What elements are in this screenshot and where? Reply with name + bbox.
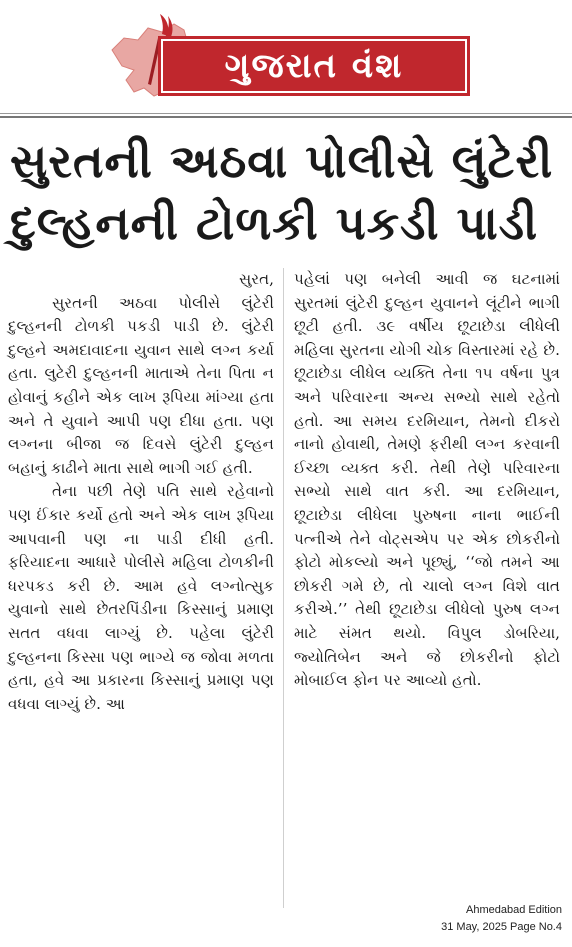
paragraph: સુરતની અઠવા પોલીસે લુંટેરી દુલ્હનની ટોળકી પકડી પાડી છે. લુંટેરી દુલ્હને અમદાવાદના યુવાન સાથે લગ્ન કર્યા હતા. લુટેરી દુલ્હનની માતાએ તેના પિતા ન હોવાનું કહીને એક લાખ રૂપિયા માંગ્યા હતા અને તે યુવાને આપી પણ દીધા હતા. પણ લગ્નના બીજા જ દિવસે લુંટેરી દુલ્હન બહાનું કાઢીને માતા સાથે ભાગી ગઈ હતી. xyxy=(8,293,274,477)
masthead-rule-bottom xyxy=(0,116,572,118)
date-page-label: 31 May, 2025 Page No.4 xyxy=(441,921,562,933)
headline: સુરતની અઠવા પોલીસે લુંટેરી દુલ્હનની ટોળકી પકડી પાડી xyxy=(10,134,554,250)
dateline: સુરત, xyxy=(238,270,274,288)
edition-label: Ahmedabad Edition xyxy=(465,904,562,916)
masthead xyxy=(0,0,572,112)
paragraph: તેના પછી તેણે પતિ સાથે રહેવાનો પણ ઈંકાર કર્યો હતો અને એક લાખ રૂપિયા આપવાની પણ ના પાડી દીધી હતી. ફરિયાદના આધારે પોલીસે મહિલા ટોળકીની ધરપકડ કરી છે. આમ હવે લગ્નોત્સુક યુવાનો સાથે છેતરપિંડીના કિસ્સાનું પ્રમાણ સતત વધવા લાગ્યું છે. પહેલા લુંટેરી દુલ્હનના કિસ્સા પણ ભાગ્યે જ જોવા મળતા હતા, હવે આ પ્રકારના કિસ્સાનું પ્રમાણ પણ વધવા લાગ્યું છે. આ xyxy=(8,482,274,713)
paragraph: પહેલાં પણ બનેલી આવી જ ઘટનામાં સુરતમાં લુંટેરી દુલ્હન યુવાનને લૂંટીને ભાગી છૂટી હતી. ૩૯ વર્ષીય છૂટાછેડા લીધેલી મહિલા સુરતના યોગી ચોક વિસ્તારમાં રહે છે. છૂટાછેડા લીધેલ વ્યક્તિ તેના ૧૫ વર્ષના પુત્ર અને પરિવારના અન્ય સભ્યો સાથે રહેતો હતો. આ સમય દરમિયાન, તેમનો દીકરો નાનો હોવાથી, તેમણે ફરીથી લગ્ન કરવાની ઈચ્છા વ્યક્ત કરી. તેથી તેણે પરિવારના સભ્યો સાથે વાત કરી. આ દરમિયાન, છૂટાછેડા લીધેલા પુરુષના નાના ભાઈની પત્નીએ તેને વોટ્સએપ પર એક છોકરીનો ફોટો મોકલ્યો અને પૂછ્યું, ‘‘જો તમને આ છોકરી ગમે છે, તો ચાલો લગ્ન વિશે વાત કરીએ.’’ તેથી છૂટાછેડા લીધેલો પુરુષ લગ્ન માટે સંમત થયો. વિપુલ ડોબરિયા, જ્યોતિબેન અને જે છોકરીનો ફોટો મોબાઈલ ફોન પર આવ્યો હતો. xyxy=(294,270,560,690)
masthead-rule-top xyxy=(0,113,572,114)
column-divider xyxy=(283,268,284,908)
brand-name: ગુજરાત વંશ xyxy=(224,46,404,86)
article-column-right xyxy=(294,268,560,693)
article-column-left xyxy=(8,268,274,716)
brand-logo-box xyxy=(158,36,470,96)
page-footer xyxy=(441,902,562,936)
